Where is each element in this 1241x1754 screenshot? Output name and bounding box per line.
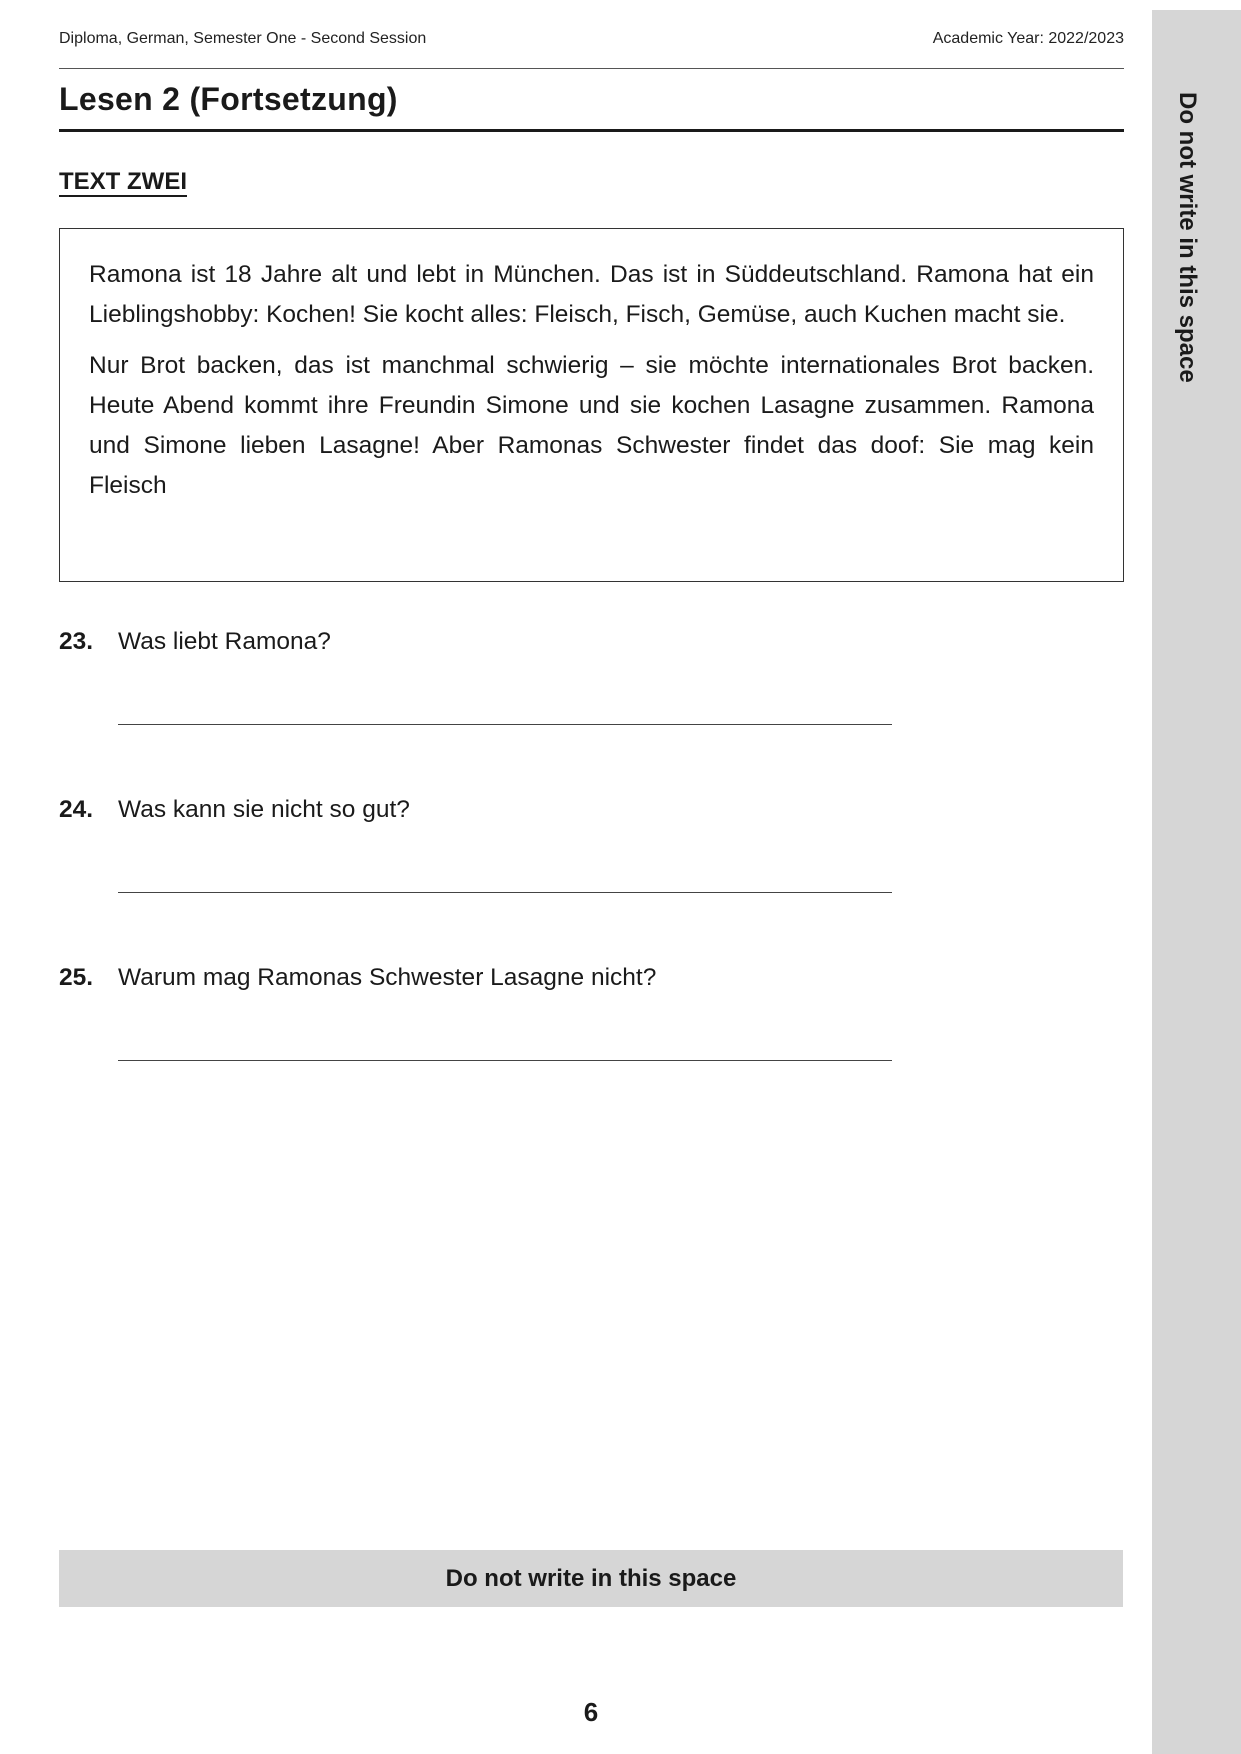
answer-line-25[interactable] (118, 1060, 892, 1061)
footer-no-write-bar (59, 1550, 1123, 1607)
passage-paragraph-2: Nur Brot backen, das ist manchmal schwierig – sie möchte internationales Brot backen. Heute Abend kommt ihre Freundin Simone und sie kochen Lasagne zusammen. Ramona und Simone lieben Lasagne! Aber Ramonas Schwester findet das doof: Sie mag kein Fleisch (89, 352, 1094, 499)
question-text: Was kann sie nicht so gut? (118, 796, 410, 823)
answer-line-23[interactable] (118, 724, 892, 725)
section-title: Lesen 2 (Fortsetzung) (59, 81, 398, 117)
passage-paragraph-1: Ramona ist 18 Jahre alt und lebt in München. Das ist in Süddeutschland. Ramona hat ein Lieblingshobby: Kochen! Sie kocht alles: Fleisch, Fisch, Gemüse, auch Kuchen macht sie. (89, 261, 1094, 328)
question-25 (59, 964, 656, 992)
page-number: 6 (583, 1697, 599, 1727)
title-divider (59, 129, 1124, 132)
header-divider (59, 68, 1124, 69)
side-notice: Do not write in this space (1174, 92, 1201, 383)
question-text: Warum mag Ramonas Schwester Lasagne nicht? (118, 964, 657, 991)
reading-passage-box (59, 228, 1124, 582)
question-text: Was liebt Ramona? (118, 628, 331, 655)
header-course: Diploma, German, Semester One - Second Session (59, 30, 427, 47)
question-number: 25. (59, 964, 94, 991)
question-24 (59, 796, 410, 824)
question-number: 23. (59, 628, 94, 655)
header-academic-year: Academic Year: 2022/2023 (932, 30, 1124, 47)
footer-notice: Do not write in this space (445, 1564, 737, 1592)
question-23 (59, 628, 331, 656)
question-number: 24. (59, 796, 94, 823)
answer-line-24[interactable] (118, 892, 892, 893)
text-heading: TEXT ZWEI (59, 168, 187, 195)
